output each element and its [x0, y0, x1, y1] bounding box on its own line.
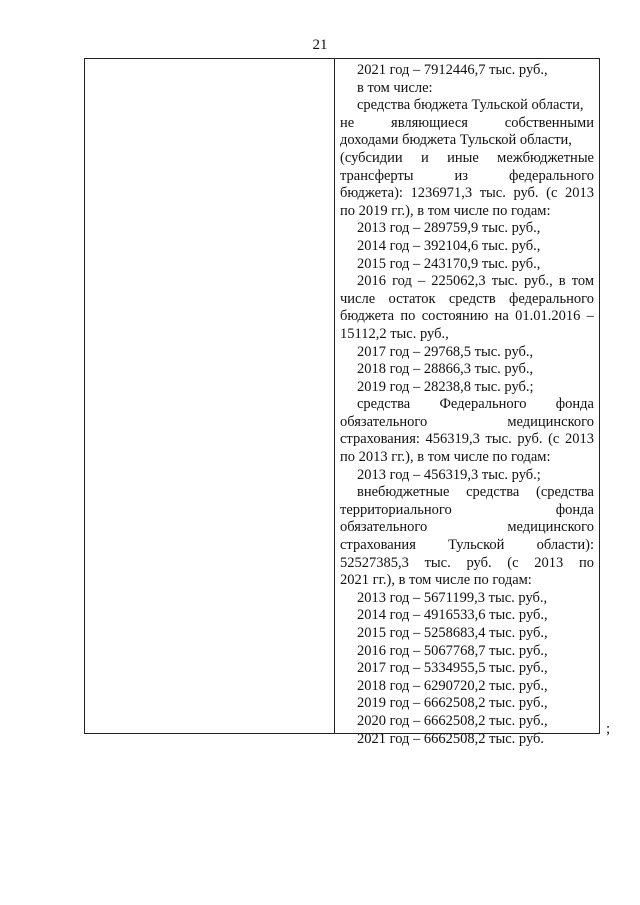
table-right-cell — [335, 59, 599, 747]
text-line: доходами бюджета Тульской области, — [340, 132, 572, 149]
text-line: 2013 год – 289759,9 тыс. руб., — [357, 220, 541, 237]
text-line: 2014 год – 392104,6 тыс. руб., — [357, 237, 541, 254]
text-line: 2016 год – 225062,3 тыс. руб., в том — [357, 273, 594, 290]
program-table — [84, 58, 600, 747]
text-line: 2020 год – 6662508,2 тыс. руб., — [357, 712, 548, 729]
text-line: страхования: 456319,3 тыс. руб. (с 2013 — [340, 431, 594, 448]
text-line: внебюджетные средства (средства — [357, 484, 594, 501]
text-line: в том числе: — [357, 79, 433, 96]
text-line: трансферты из федерального — [340, 167, 594, 184]
text-line: 2017 год – 5334955,5 тыс. руб., — [357, 660, 548, 677]
text-line: 15112,2 тыс. руб., — [340, 325, 449, 342]
text-line: бюджета): 1236971,3 тыс. руб. (с 2013 — [340, 185, 594, 202]
text-line: 2019 год – 28238,8 тыс. руб.; — [357, 378, 534, 395]
text-line: (субсидии и иные межбюджетные — [340, 149, 594, 166]
text-line: обязательного медицинского — [340, 519, 594, 536]
text-line: 2021 год – 6662508,2 тыс. руб. — [357, 730, 545, 747]
text-line: страхования Тульской области): — [340, 537, 594, 554]
text-line: числе остаток средств федерального — [340, 290, 594, 307]
trailing-semicolon: ; — [606, 721, 611, 737]
text-line: 2014 год – 4916533,6 тыс. руб., — [357, 607, 548, 624]
text-line: по 2019 гг.), в том числе по годам: — [340, 202, 551, 219]
table-left-cell — [85, 59, 335, 733]
text-line: 2015 год – 243170,9 тыс. руб., — [357, 255, 541, 272]
text-line: 52527385,3 тыс. руб. (с 2013 по — [340, 554, 594, 571]
text-line: 2013 год – 456319,3 тыс. руб.; — [357, 466, 541, 483]
text-line: 2013 год – 5671199,3 тыс. руб., — [357, 589, 548, 606]
text-line: 2018 год – 28866,3 тыс. руб., — [357, 361, 534, 378]
text-line: 2015 год – 5258683,4 тыс. руб., — [357, 625, 548, 641]
text-line: средства бюджета Тульской области, — [357, 97, 584, 114]
text-line: 2019 год – 6662508,2 тыс. руб., — [357, 695, 548, 712]
text-line: обязательного медицинского — [340, 413, 594, 430]
text-line: бюджета по состоянию на 01.01.2016 – — [340, 308, 594, 325]
text-line: по 2013 гг.), в том числе по годам: — [340, 449, 551, 466]
text-line: 2021 год – 7912446,7 тыс. руб., — [357, 62, 548, 78]
text-line: 2021 гг.), в том числе по годам: — [340, 572, 532, 589]
page-number: 21 — [312, 37, 328, 53]
text-line: 2017 год – 29768,5 тыс. руб., — [357, 343, 534, 360]
text-line: не являющиеся собственными — [340, 114, 594, 131]
text-line: 2018 год – 6290720,2 тыс. руб., — [357, 677, 548, 694]
text-line: территориального фонда — [340, 501, 594, 518]
text-line: средства Федерального фонда — [357, 396, 594, 413]
text-line: 2016 год – 5067768,7 тыс. руб., — [357, 642, 548, 659]
